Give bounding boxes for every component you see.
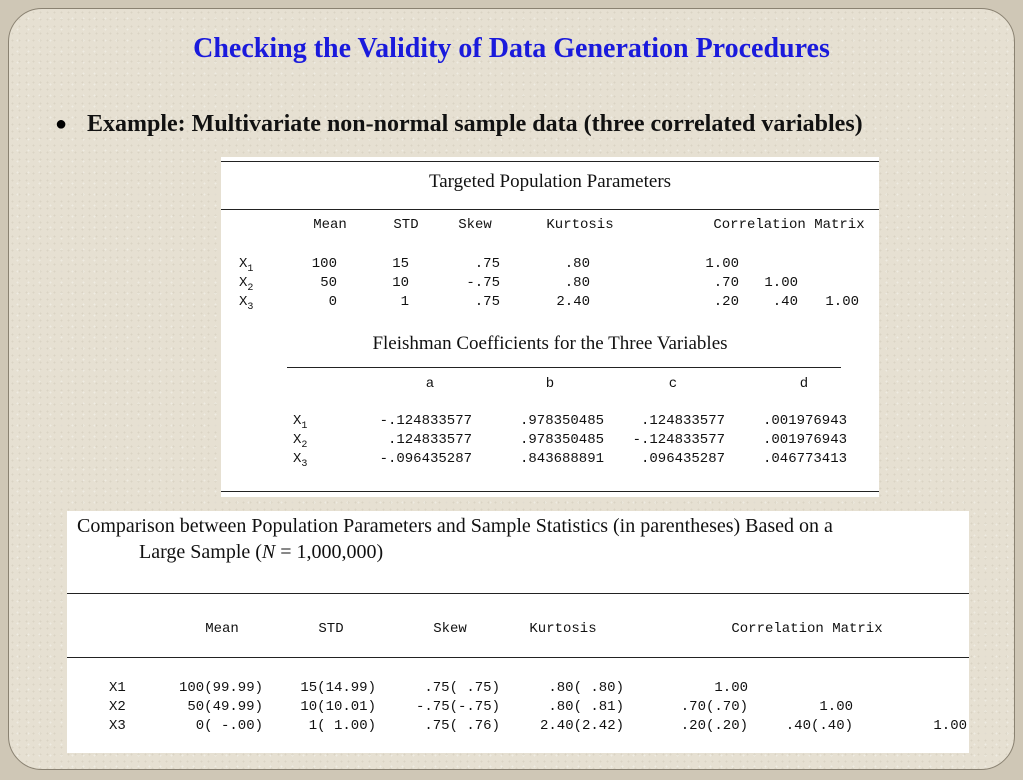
variable-subscript: 2 — [247, 282, 254, 294]
table1-header: Kurtosis — [546, 217, 614, 233]
table2-c: -.124833577 — [632, 432, 725, 448]
variable-subscript: 3 — [301, 458, 308, 470]
table3-skew: .75( .76) — [424, 718, 500, 734]
rule-bottom — [221, 491, 879, 492]
table1-mean: 50 — [320, 275, 337, 291]
bullet-text: Example: Multivariate non-normal sample data (three correlated variables) — [87, 111, 863, 137]
variable-subscript: 2 — [301, 439, 308, 451]
table1-correlation: .20 — [713, 294, 739, 310]
table1-kurtosis: .80 — [564, 275, 590, 291]
table1-correlation: 1.00 — [705, 256, 739, 272]
variable-letter: X — [239, 256, 248, 272]
table3-header: STD — [318, 621, 344, 637]
table2-b: .978350485 — [519, 432, 604, 448]
table1-kurtosis: 2.40 — [556, 294, 590, 310]
parameters-panel — [221, 157, 879, 497]
variable-letter: X — [239, 294, 248, 310]
table1-std: 10 — [392, 275, 409, 291]
table3-variable: X3 — [109, 718, 126, 734]
table2-d: .001976943 — [762, 413, 847, 429]
table3-mean: 50(49.99) — [187, 699, 263, 715]
table3-skew: -.75(-.75) — [415, 699, 500, 715]
table3-std: 10(10.01) — [300, 699, 376, 715]
table3-variable: X1 — [109, 680, 126, 696]
table3-std: 1( 1.00) — [308, 718, 376, 734]
table2-header: a — [425, 376, 435, 392]
table2-caption: Fleishman Coefficients for the Three Variables — [372, 333, 728, 354]
rule-table2 — [287, 367, 841, 368]
table3-std: 15(14.99) — [300, 680, 376, 696]
table1-header: Mean — [313, 217, 347, 233]
table1-correlation: .40 — [772, 294, 798, 310]
table2-b: .978350485 — [519, 413, 604, 429]
table2-d: .001976943 — [762, 432, 847, 448]
table3-caption-line2 — [139, 541, 383, 564]
variable-subscript: 1 — [301, 420, 308, 432]
table1-skew: -.75 — [466, 275, 500, 291]
table2-a: -.096435287 — [379, 451, 472, 467]
table3-caption-line1: Comparison between Population Parameters and Sample Statistics (in parentheses) Based on a — [77, 515, 833, 537]
caption-post: = 1,000,000) — [275, 541, 384, 563]
table1-std: 1 — [400, 294, 409, 310]
table3-kurtosis: .80( .81) — [548, 699, 624, 715]
table3-header: Skew — [433, 621, 467, 637]
slide — [8, 8, 1015, 770]
table3-mean: 100(99.99) — [178, 680, 263, 696]
table1-correlation: 1.00 — [825, 294, 859, 310]
table3-variable: X2 — [109, 699, 126, 715]
table3-header: Correlation Matrix — [731, 621, 883, 637]
rule-t3-header — [67, 657, 969, 658]
comparison-panel — [67, 511, 969, 753]
variable-letter: X — [293, 451, 302, 467]
table3-header: Kurtosis — [529, 621, 597, 637]
table2-header: b — [545, 376, 555, 392]
table2-c: .124833577 — [640, 413, 725, 429]
table1-kurtosis: .80 — [564, 256, 590, 272]
table1-header: Skew — [458, 217, 492, 233]
table1-caption: Targeted Population Parameters — [428, 171, 672, 192]
table3-kurtosis: 2.40(2.42) — [539, 718, 624, 734]
table1-header: STD — [393, 217, 419, 233]
rule-header — [221, 209, 879, 210]
variable-letter: X — [239, 275, 248, 291]
table1-std: 15 — [392, 256, 409, 272]
variable-subscript: 1 — [247, 263, 254, 275]
table3-correlation: .20(.20) — [680, 718, 748, 734]
table1-header: Correlation Matrix — [713, 217, 865, 233]
variable-letter: X — [293, 432, 302, 448]
table1-skew: .75 — [474, 294, 500, 310]
caption-pre: Large Sample ( — [139, 541, 262, 563]
variable-subscript: 3 — [247, 301, 254, 313]
table3-mean: 0( -.00) — [195, 718, 263, 734]
table1-mean: 0 — [328, 294, 337, 310]
table2-header: d — [799, 376, 809, 392]
table2-a: -.124833577 — [379, 413, 472, 429]
bullet-dot-icon: ● — [55, 113, 68, 135]
table1-mean: 100 — [311, 256, 337, 272]
table3-correlation: 1.00 — [714, 680, 748, 696]
table1-correlation: 1.00 — [764, 275, 798, 291]
slide-title: Checking the Validity of Data Generation Procedures — [193, 33, 830, 64]
table2-header: c — [668, 376, 678, 392]
table3-skew: .75( .75) — [424, 680, 500, 696]
rule-t3-top — [67, 593, 969, 594]
table3-correlation: 1.00 — [819, 699, 853, 715]
table3-correlation: .70(.70) — [680, 699, 748, 715]
table2-c: .096435287 — [640, 451, 725, 467]
table2-a: .124833577 — [387, 432, 472, 448]
table3-correlation: .40(.40) — [785, 718, 853, 734]
table3-correlation: 1.00 — [933, 718, 967, 734]
variable-letter: X — [293, 413, 302, 429]
table1-correlation: .70 — [713, 275, 739, 291]
table3-kurtosis: .80( .80) — [548, 680, 624, 696]
table3-header: Mean — [205, 621, 239, 637]
table1-skew: .75 — [474, 256, 500, 272]
table2-b: .843688891 — [519, 451, 604, 467]
table2-d: .046773413 — [762, 451, 847, 467]
caption-n: N — [261, 541, 276, 563]
rule-top — [221, 161, 879, 162]
